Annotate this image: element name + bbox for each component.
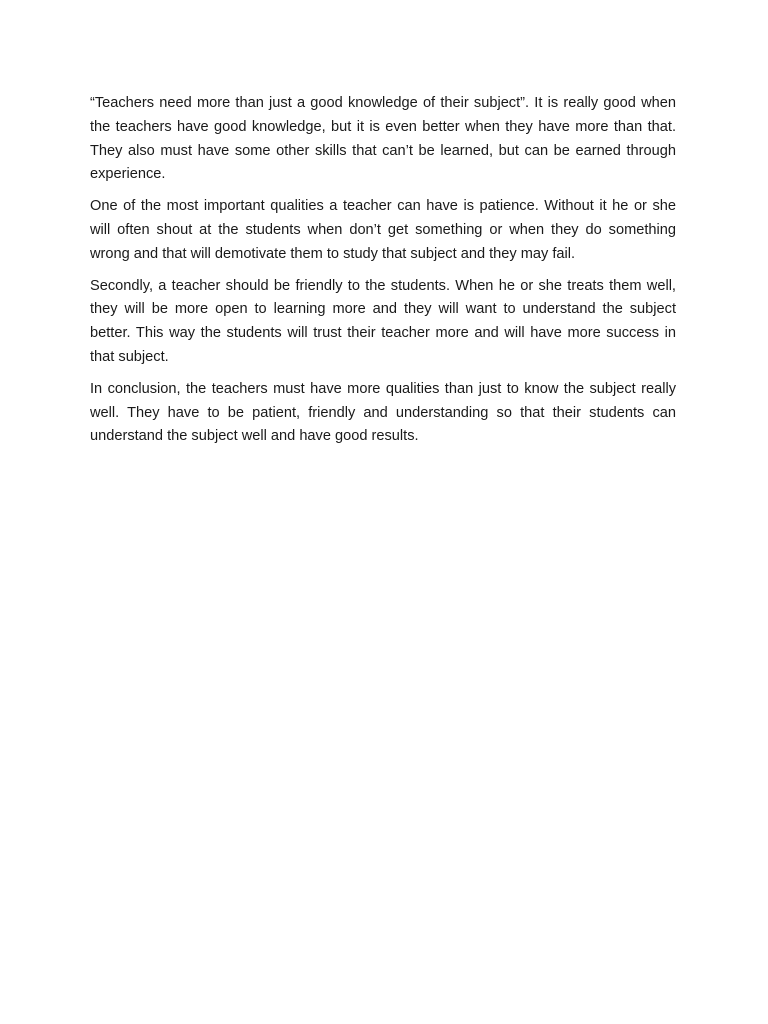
document-body [90, 92, 676, 457]
paragraph-conclusion: In conclusion, the teachers must have more qualities than just to know the subject really well. They have to be patient, friendly and understanding so that their students can understand the subject well and have good results. [90, 380, 676, 445]
paragraph-patience: One of the most important qualities a teacher can have is patience. Without it he or she will often shout at the students when don’t get something or when they do something wrong and that will demotivate them to study that subject and they may fail. [90, 198, 676, 262]
paragraph-friendliness: Secondly, a teacher should be friendly to the students. When he or she treats them well, they will be more open to learning more and they will want to understand the subject better. This way the students will trust their teacher more and will have more success in that subject. [90, 277, 676, 365]
paragraph-intro: “Teachers need more than just a good knowledge of their subject”. It is really good when the teachers have good knowledge, but it is even better when they have more than that. They also must have some other skills that can’t be learned, but can be earned through experience. [90, 95, 676, 183]
